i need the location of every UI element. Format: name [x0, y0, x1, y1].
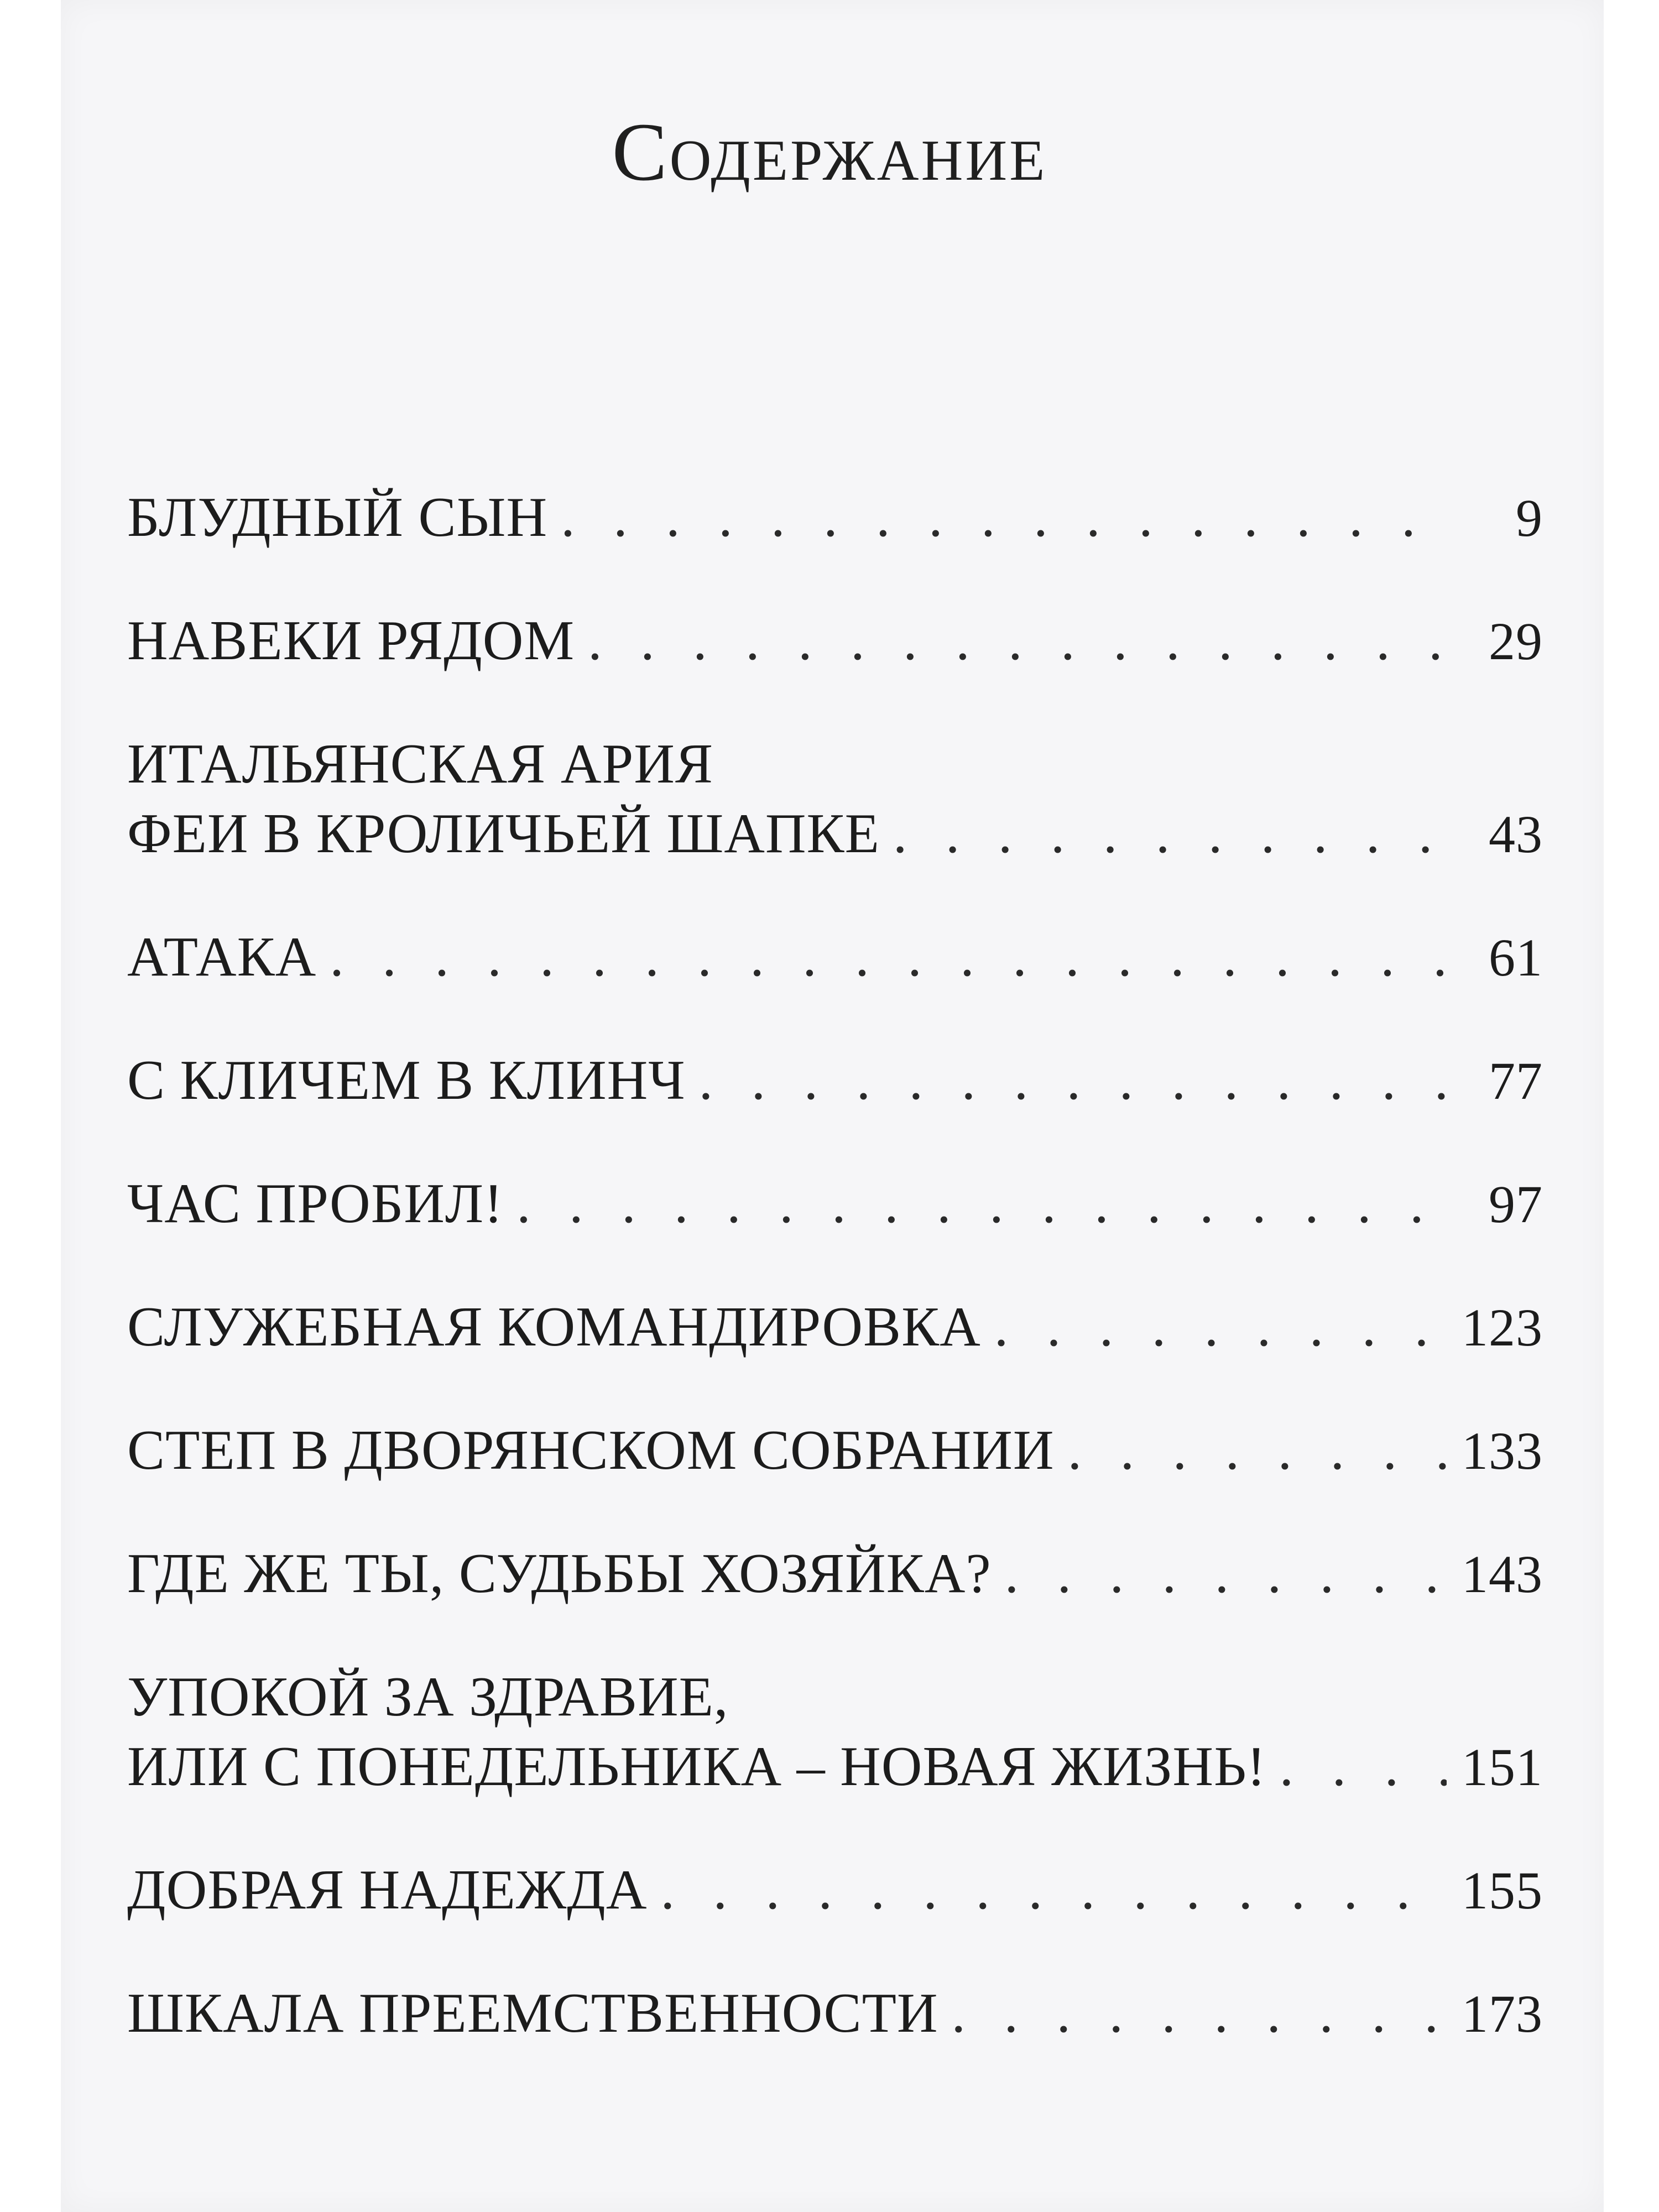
toc-entry	[127, 1296, 1543, 1359]
toc-entry-title: ЧАС ПРОБИЛ!	[127, 1172, 504, 1235]
toc-entry	[127, 1050, 1543, 1112]
toc-page-number: 151	[1462, 1738, 1543, 1797]
toc-entry-line	[127, 803, 1543, 865]
toc-entry-line	[127, 1736, 1543, 1798]
toc-page-number: 173	[1462, 1984, 1543, 2043]
dot-leader	[1280, 1736, 1447, 1798]
dot-leader	[893, 803, 1447, 865]
toc-entry	[127, 1666, 1543, 1798]
toc-entry-line	[127, 610, 1543, 672]
toc-entry	[127, 487, 1543, 549]
toc-entry-title: ИТАЛЬЯНСКАЯ АРИЯ	[127, 733, 713, 795]
toc-entry-title: ИЛИ С ПОНЕДЕЛЬНИКА – НОВАЯ ЖИЗНЬ!	[127, 1735, 1266, 1798]
toc-entry	[127, 1173, 1543, 1235]
toc-page-number: 143	[1462, 1545, 1543, 1604]
dot-leader	[699, 1050, 1447, 1112]
toc-page-number: 9	[1516, 488, 1543, 547]
toc-page-number: 61	[1489, 928, 1543, 987]
toc-entry-title: ГДЕ ЖЕ ТЫ, СУДЬБЫ ХОЗЯЙКА?	[127, 1542, 992, 1605]
dot-leader	[588, 610, 1447, 672]
toc-entry-line	[127, 1543, 1543, 1605]
toc-entry	[127, 926, 1543, 989]
toc-entry-title: БЛУДНЫЙ СЫН	[127, 486, 548, 549]
toc-entry-line	[127, 733, 1543, 795]
toc-entry-line	[127, 1420, 1543, 1482]
toc-entry-line	[127, 487, 1543, 549]
toc-page-number: 155	[1462, 1861, 1543, 1920]
table-of-contents	[127, 487, 1543, 2106]
toc-page-number: 123	[1462, 1298, 1543, 1357]
dot-leader	[1068, 1420, 1447, 1481]
page-title: Содержание	[612, 106, 1047, 198]
toc-entry-line	[127, 1296, 1543, 1359]
toc-entry	[127, 733, 1543, 865]
toc-entry-line	[127, 1050, 1543, 1112]
toc-entry-line	[127, 926, 1543, 989]
dot-leader	[561, 487, 1447, 549]
toc-entry-line	[127, 1983, 1543, 2045]
page-edge	[1604, 0, 1659, 2212]
toc-entry-title: ФЕИ В КРОЛИЧЬЕЙ ШАПКЕ	[127, 802, 880, 865]
toc-page-number: 97	[1489, 1175, 1543, 1234]
toc-entry-title: ДОБРАЯ НАДЕЖДА	[127, 1859, 648, 1921]
toc-page-number: 43	[1489, 805, 1543, 864]
dot-leader	[952, 1983, 1447, 2044]
toc-page-number: 133	[1462, 1421, 1543, 1480]
toc-entry-title: АТАКА	[127, 926, 317, 988]
toc-page-number: 29	[1489, 612, 1543, 671]
toc-entry-title: СТЕП В ДВОРЯНСКОМ СОБРАНИИ	[127, 1419, 1055, 1481]
toc-entry	[127, 1420, 1543, 1482]
dot-leader	[517, 1173, 1447, 1235]
dot-leader	[330, 926, 1447, 988]
toc-entry-title: НАВЕКИ РЯДОМ	[127, 609, 575, 672]
toc-entry	[127, 1983, 1543, 2045]
dot-leader	[1005, 1543, 1447, 1605]
toc-entry-line	[127, 1173, 1543, 1235]
dot-leader	[661, 1859, 1447, 1921]
toc-entry-line	[127, 1859, 1543, 1922]
toc-entry	[127, 610, 1543, 672]
toc-entry-title: С КЛИЧЕМ В КЛИНЧ	[127, 1049, 686, 1112]
toc-entry	[127, 1859, 1543, 1922]
toc-entry-title: СЛУЖЕБНАЯ КОМАНДИРОВКА	[127, 1296, 981, 1358]
toc-entry-line	[127, 1666, 1543, 1728]
toc-entry	[127, 1543, 1543, 1605]
dot-leader	[994, 1296, 1447, 1358]
toc-page-number: 77	[1489, 1051, 1543, 1110]
toc-entry-title: ШКАЛА ПРЕЕМСТВЕННОСТИ	[127, 1982, 938, 2044]
toc-entry-title: УПОКОЙ ЗА ЗДРАВИЕ,	[127, 1666, 729, 1728]
